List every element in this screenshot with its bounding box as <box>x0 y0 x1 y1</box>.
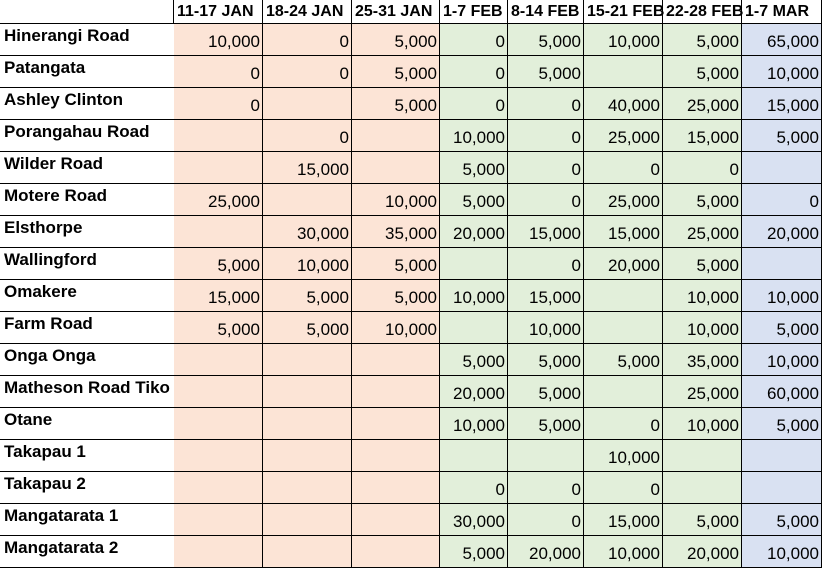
table-cell[interactable]: 0 <box>263 24 352 56</box>
table-cell[interactable]: 5,000 <box>742 120 822 152</box>
table-cell[interactable]: 10,000 <box>663 280 742 312</box>
table-cell[interactable]: 20,000 <box>440 376 508 408</box>
table-cell[interactable] <box>742 472 822 504</box>
table-cell[interactable]: 5,000 <box>263 312 352 344</box>
table-cell[interactable] <box>263 504 352 536</box>
table-cell[interactable]: 10,000 <box>584 440 663 472</box>
table-cell[interactable]: 25,000 <box>584 184 663 216</box>
table-cell[interactable]: 20,000 <box>440 216 508 248</box>
table-cell[interactable]: 25,000 <box>584 120 663 152</box>
table-cell[interactable]: 0 <box>263 56 352 88</box>
table-cell[interactable] <box>174 376 263 408</box>
table-cell[interactable]: 5,000 <box>352 88 440 120</box>
column-header[interactable]: 11-17 JAN <box>174 0 263 24</box>
table-cell[interactable] <box>742 248 822 280</box>
table-cell[interactable]: 10,000 <box>742 344 822 376</box>
row-label[interactable]: Omakere <box>0 280 174 312</box>
table-cell[interactable]: 35,000 <box>663 344 742 376</box>
table-cell[interactable] <box>263 344 352 376</box>
row-label[interactable]: Farm Road <box>0 312 174 344</box>
header-corner <box>0 0 174 24</box>
table-cell[interactable]: 5,000 <box>174 312 263 344</box>
column-header[interactable]: 1-7 MAR <box>742 0 822 24</box>
table-cell[interactable] <box>174 120 263 152</box>
table-cell[interactable]: 0 <box>508 120 584 152</box>
column-header[interactable]: 1-7 FEB <box>440 0 508 24</box>
table-cell[interactable]: 20,000 <box>584 248 663 280</box>
table-cell[interactable]: 25,000 <box>174 184 263 216</box>
table-cell[interactable]: 0 <box>742 184 822 216</box>
table-cell[interactable] <box>352 408 440 440</box>
table-cell[interactable] <box>263 184 352 216</box>
column-header[interactable]: 25-31 JAN <box>352 0 440 24</box>
table-cell[interactable]: 25,000 <box>663 216 742 248</box>
table-cell[interactable] <box>663 440 742 472</box>
table-cell[interactable]: 0 <box>174 56 263 88</box>
table-cell[interactable]: 0 <box>174 88 263 120</box>
table-cell[interactable]: 5,000 <box>263 280 352 312</box>
table-cell[interactable] <box>174 408 263 440</box>
table-cell[interactable]: 15,000 <box>174 280 263 312</box>
table-cell[interactable] <box>440 440 508 472</box>
row-label[interactable]: Wilder Road <box>0 152 174 184</box>
table-cell[interactable]: 10,000 <box>584 536 663 568</box>
table-cell[interactable] <box>440 248 508 280</box>
row-label[interactable]: Patangata <box>0 56 174 88</box>
table-cell[interactable]: 0 <box>508 504 584 536</box>
table-cell[interactable] <box>174 536 263 568</box>
table-cell[interactable]: 5,000 <box>584 344 663 376</box>
table-cell[interactable]: 10,000 <box>440 120 508 152</box>
table-cell[interactable]: 5,000 <box>742 312 822 344</box>
table-cell[interactable] <box>174 216 263 248</box>
table-cell[interactable]: 5,000 <box>508 56 584 88</box>
table-cell[interactable] <box>663 472 742 504</box>
table-cell[interactable] <box>352 536 440 568</box>
table-cell[interactable]: 15,000 <box>663 120 742 152</box>
table-cell[interactable]: 10,000 <box>742 536 822 568</box>
table-cell[interactable] <box>263 440 352 472</box>
table-cell[interactable]: 5,000 <box>352 24 440 56</box>
table-cell[interactable] <box>584 280 663 312</box>
table-cell[interactable] <box>263 536 352 568</box>
table-cell[interactable]: 10,000 <box>663 408 742 440</box>
row-label[interactable]: Wallingford <box>0 248 174 280</box>
table-cell[interactable]: 0 <box>584 472 663 504</box>
table-cell[interactable]: 15,000 <box>263 152 352 184</box>
table-cell[interactable]: 0 <box>440 24 508 56</box>
table-cell[interactable]: 15,000 <box>584 216 663 248</box>
table-cell[interactable]: 10,000 <box>440 408 508 440</box>
row-label[interactable]: Otane <box>0 408 174 440</box>
row-label[interactable]: Mangatarata 2 <box>0 536 174 568</box>
table-cell[interactable]: 5,000 <box>742 408 822 440</box>
table-cell[interactable] <box>174 344 263 376</box>
row-label[interactable]: Porangahau Road <box>0 120 174 152</box>
column-header[interactable]: 15-21 FEB <box>584 0 663 24</box>
table-cell[interactable]: 5,000 <box>663 24 742 56</box>
table-cell[interactable] <box>263 472 352 504</box>
row-label[interactable]: Onga Onga <box>0 344 174 376</box>
table-cell[interactable]: 0 <box>508 248 584 280</box>
row-label[interactable]: Takapau 1 <box>0 440 174 472</box>
table-cell[interactable] <box>352 120 440 152</box>
table-cell[interactable] <box>352 344 440 376</box>
column-header[interactable]: 18-24 JAN <box>263 0 352 24</box>
table-cell[interactable]: 0 <box>508 152 584 184</box>
table-cell[interactable]: 5,000 <box>663 248 742 280</box>
table-cell[interactable]: 10,000 <box>508 312 584 344</box>
column-header[interactable]: 8-14 FEB <box>508 0 584 24</box>
table-cell[interactable]: 20,000 <box>508 536 584 568</box>
table-cell[interactable]: 5,000 <box>352 280 440 312</box>
table-cell[interactable]: 5,000 <box>742 504 822 536</box>
table-cell[interactable]: 5,000 <box>440 344 508 376</box>
table-cell[interactable] <box>352 472 440 504</box>
table-cell[interactable] <box>174 472 263 504</box>
table-cell[interactable] <box>352 440 440 472</box>
table-cell[interactable]: 10,000 <box>263 248 352 280</box>
table-cell[interactable]: 0 <box>663 152 742 184</box>
table-cell[interactable] <box>584 376 663 408</box>
table-cell[interactable] <box>352 504 440 536</box>
table-cell[interactable]: 5,000 <box>440 184 508 216</box>
table-cell[interactable] <box>352 376 440 408</box>
table-cell[interactable]: 0 <box>584 152 663 184</box>
table-cell[interactable]: 0 <box>584 408 663 440</box>
table-cell[interactable] <box>352 152 440 184</box>
table-cell[interactable]: 5,000 <box>663 56 742 88</box>
table-cell[interactable] <box>263 376 352 408</box>
row-label[interactable]: Mangatarata 1 <box>0 504 174 536</box>
table-cell[interactable]: 5,000 <box>663 504 742 536</box>
table-cell[interactable]: 60,000 <box>742 376 822 408</box>
row-label[interactable]: Matheson Road Tiko <box>0 376 174 408</box>
table-cell[interactable] <box>742 440 822 472</box>
table-cell[interactable]: 5,000 <box>508 344 584 376</box>
table-cell[interactable]: 0 <box>263 120 352 152</box>
table-cell[interactable]: 10,000 <box>174 24 263 56</box>
row-label[interactable]: Ashley Clinton <box>0 88 174 120</box>
table-cell[interactable]: 10,000 <box>742 280 822 312</box>
table-cell[interactable]: 35,000 <box>352 216 440 248</box>
table-cell[interactable]: 5,000 <box>352 248 440 280</box>
table-cell[interactable]: 25,000 <box>663 376 742 408</box>
table-cell[interactable]: 5,000 <box>663 184 742 216</box>
table-cell[interactable]: 5,000 <box>440 152 508 184</box>
column-header[interactable]: 22-28 FEB <box>663 0 742 24</box>
table-cell[interactable]: 0 <box>508 472 584 504</box>
table-cell[interactable]: 25,000 <box>663 88 742 120</box>
table-cell[interactable] <box>742 152 822 184</box>
table-cell[interactable]: 5,000 <box>508 408 584 440</box>
table-cell[interactable]: 20,000 <box>663 536 742 568</box>
table-cell[interactable]: 0 <box>440 472 508 504</box>
table-cell[interactable]: 10,000 <box>584 24 663 56</box>
table-cell[interactable] <box>174 152 263 184</box>
table-cell[interactable]: 10,000 <box>663 312 742 344</box>
table-cell[interactable]: 10,000 <box>742 56 822 88</box>
table-cell[interactable] <box>263 88 352 120</box>
table-cell[interactable]: 65,000 <box>742 24 822 56</box>
row-label[interactable]: Motere Road <box>0 184 174 216</box>
table-cell[interactable]: 0 <box>440 88 508 120</box>
table-cell[interactable] <box>174 440 263 472</box>
table-cell[interactable]: 10,000 <box>352 184 440 216</box>
table-cell[interactable]: 5,000 <box>508 376 584 408</box>
table-cell[interactable]: 5,000 <box>508 24 584 56</box>
row-label[interactable]: Takapau 2 <box>0 472 174 504</box>
table-cell[interactable]: 30,000 <box>440 504 508 536</box>
row-label[interactable]: Hinerangi Road <box>0 24 174 56</box>
table-cell[interactable]: 15,000 <box>742 88 822 120</box>
table-cell[interactable]: 5,000 <box>174 248 263 280</box>
table-cell[interactable] <box>440 312 508 344</box>
table-cell[interactable] <box>174 504 263 536</box>
table-cell[interactable]: 15,000 <box>508 280 584 312</box>
table-cell[interactable]: 30,000 <box>263 216 352 248</box>
table-cell[interactable]: 15,000 <box>584 504 663 536</box>
table-cell[interactable]: 5,000 <box>352 56 440 88</box>
table-cell[interactable] <box>584 312 663 344</box>
table-cell[interactable]: 10,000 <box>440 280 508 312</box>
table-cell[interactable] <box>263 408 352 440</box>
table-cell[interactable]: 40,000 <box>584 88 663 120</box>
table-cell[interactable]: 15,000 <box>508 216 584 248</box>
table-cell[interactable]: 10,000 <box>352 312 440 344</box>
row-label[interactable]: Elsthorpe <box>0 216 174 248</box>
table-cell[interactable] <box>508 440 584 472</box>
table-cell[interactable]: 20,000 <box>742 216 822 248</box>
table-cell[interactable]: 0 <box>440 56 508 88</box>
table-cell[interactable]: 5,000 <box>440 536 508 568</box>
table-cell[interactable]: 0 <box>508 184 584 216</box>
table-cell[interactable]: 0 <box>508 88 584 120</box>
table-cell[interactable] <box>584 56 663 88</box>
